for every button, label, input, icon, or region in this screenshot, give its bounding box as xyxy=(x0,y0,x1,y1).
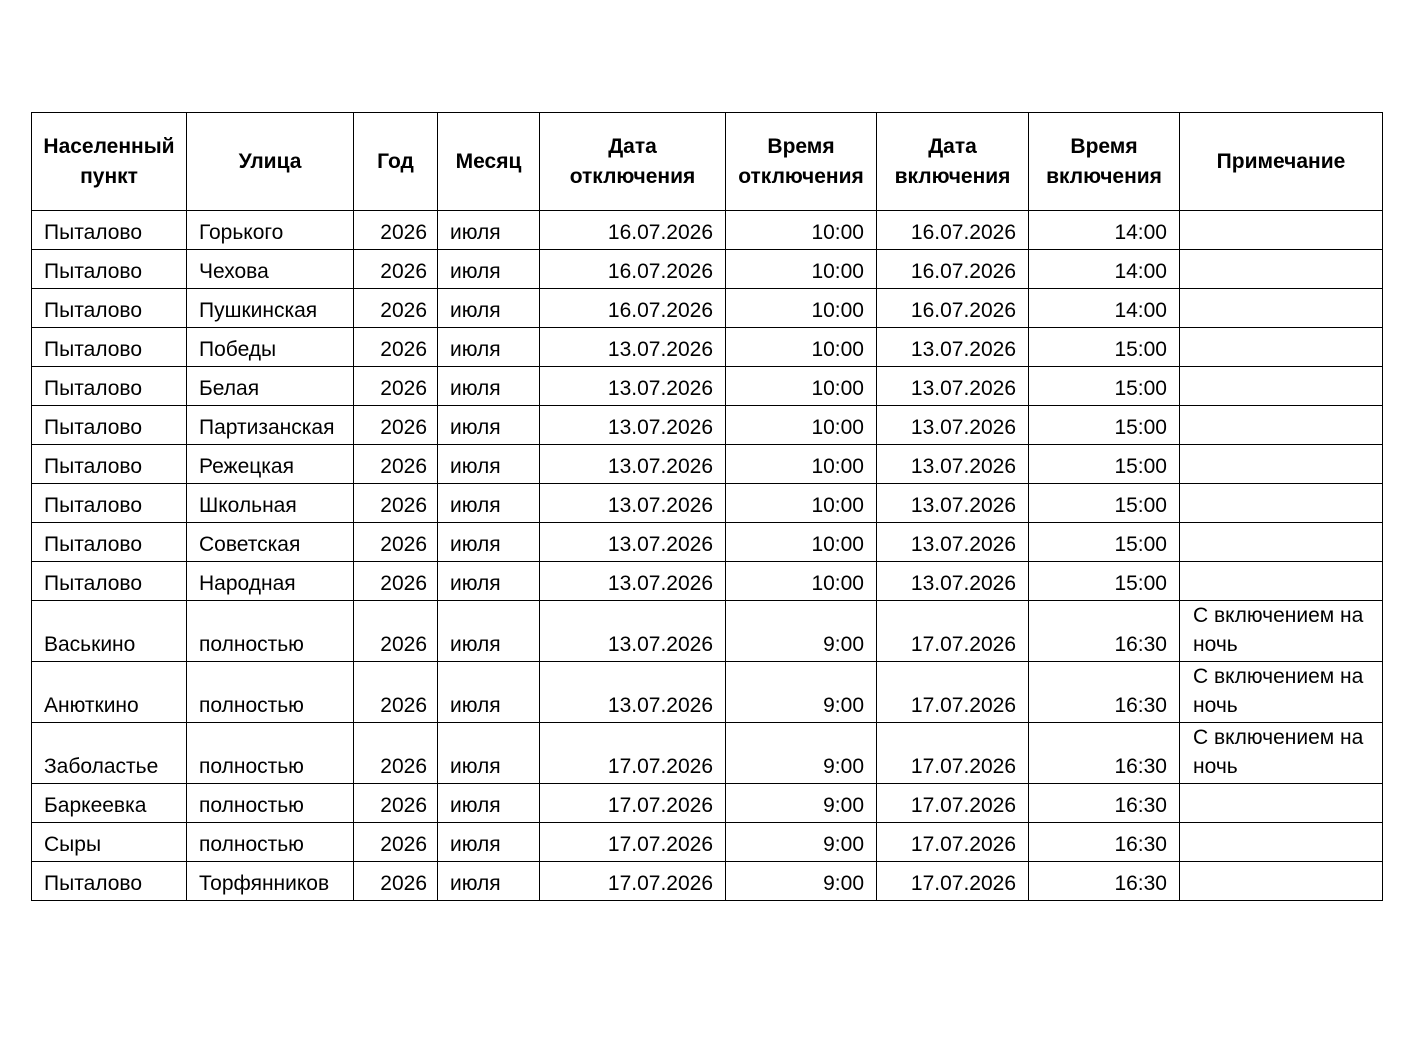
cell-year: 2026 xyxy=(354,367,438,406)
table-row xyxy=(32,367,1383,406)
table-row xyxy=(32,784,1383,823)
cell-off-time: 10:00 xyxy=(726,562,877,601)
cell-off-time: 10:00 xyxy=(726,406,877,445)
table-row xyxy=(32,862,1383,901)
cell-off-time: 9:00 xyxy=(726,784,877,823)
cell-year: 2026 xyxy=(354,562,438,601)
cell-note xyxy=(1180,406,1383,445)
cell-note xyxy=(1180,484,1383,523)
cell-year: 2026 xyxy=(354,662,438,723)
cell-note xyxy=(1180,823,1383,862)
cell-on-date: 13.07.2026 xyxy=(877,484,1029,523)
table-row xyxy=(32,211,1383,250)
cell-off-time: 10:00 xyxy=(726,250,877,289)
cell-note: С включением на ночь xyxy=(1180,662,1383,723)
table-row xyxy=(32,823,1383,862)
cell-settlement: Пыталово xyxy=(32,445,187,484)
cell-year: 2026 xyxy=(354,211,438,250)
table-body xyxy=(32,211,1383,901)
cell-year: 2026 xyxy=(354,823,438,862)
cell-month: июля xyxy=(438,328,540,367)
cell-settlement: Пыталово xyxy=(32,484,187,523)
cell-settlement: Пыталово xyxy=(32,289,187,328)
cell-year: 2026 xyxy=(354,601,438,662)
cell-street: полностью xyxy=(187,723,354,784)
cell-month: июля xyxy=(438,784,540,823)
cell-month: июля xyxy=(438,484,540,523)
cell-year: 2026 xyxy=(354,250,438,289)
cell-on-date: 17.07.2026 xyxy=(877,723,1029,784)
cell-settlement: Сыры xyxy=(32,823,187,862)
cell-settlement: Пыталово xyxy=(32,250,187,289)
outage-schedule-table xyxy=(31,112,1383,901)
cell-off-time: 9:00 xyxy=(726,862,877,901)
cell-year: 2026 xyxy=(354,784,438,823)
cell-on-time: 14:00 xyxy=(1029,211,1180,250)
cell-year: 2026 xyxy=(354,289,438,328)
table-row xyxy=(32,523,1383,562)
cell-on-date: 13.07.2026 xyxy=(877,406,1029,445)
cell-month: июля xyxy=(438,601,540,662)
cell-off-date: 17.07.2026 xyxy=(540,823,726,862)
cell-year: 2026 xyxy=(354,723,438,784)
cell-off-date: 16.07.2026 xyxy=(540,211,726,250)
header-month: Месяц xyxy=(438,113,540,211)
table-row xyxy=(32,328,1383,367)
cell-year: 2026 xyxy=(354,445,438,484)
header-off-date: Дата отключения xyxy=(540,113,726,211)
cell-off-time: 9:00 xyxy=(726,601,877,662)
cell-off-date: 17.07.2026 xyxy=(540,862,726,901)
cell-settlement: Пыталово xyxy=(32,211,187,250)
cell-month: июля xyxy=(438,523,540,562)
cell-note xyxy=(1180,523,1383,562)
cell-street: Народная xyxy=(187,562,354,601)
cell-month: июля xyxy=(438,445,540,484)
cell-off-time: 10:00 xyxy=(726,484,877,523)
table-row xyxy=(32,484,1383,523)
cell-off-date: 13.07.2026 xyxy=(540,406,726,445)
cell-street: Торфянников xyxy=(187,862,354,901)
cell-month: июля xyxy=(438,862,540,901)
cell-off-time: 10:00 xyxy=(726,289,877,328)
cell-on-time: 16:30 xyxy=(1029,823,1180,862)
cell-street: полностью xyxy=(187,601,354,662)
cell-settlement: Пыталово xyxy=(32,328,187,367)
cell-month: июля xyxy=(438,662,540,723)
cell-settlement: Заболастье xyxy=(32,723,187,784)
cell-on-time: 15:00 xyxy=(1029,367,1180,406)
cell-on-time: 16:30 xyxy=(1029,862,1180,901)
cell-note xyxy=(1180,211,1383,250)
cell-settlement: Пыталово xyxy=(32,367,187,406)
header-settlement: Населенный пункт xyxy=(32,113,187,211)
cell-on-date: 17.07.2026 xyxy=(877,662,1029,723)
cell-on-time: 15:00 xyxy=(1029,523,1180,562)
cell-on-time: 15:00 xyxy=(1029,562,1180,601)
table-header-row xyxy=(32,113,1383,211)
cell-note: С включением на ночь xyxy=(1180,723,1383,784)
cell-street: Школьная xyxy=(187,484,354,523)
cell-note xyxy=(1180,784,1383,823)
cell-on-time: 15:00 xyxy=(1029,445,1180,484)
cell-off-time: 10:00 xyxy=(726,328,877,367)
cell-on-date: 16.07.2026 xyxy=(877,250,1029,289)
cell-note xyxy=(1180,250,1383,289)
cell-settlement: Пыталово xyxy=(32,562,187,601)
cell-off-time: 9:00 xyxy=(726,723,877,784)
cell-off-time: 10:00 xyxy=(726,211,877,250)
cell-street: полностью xyxy=(187,662,354,723)
header-off-time: Время отключения xyxy=(726,113,877,211)
table-row xyxy=(32,562,1383,601)
cell-off-date: 13.07.2026 xyxy=(540,484,726,523)
cell-note xyxy=(1180,445,1383,484)
header-street: Улица xyxy=(187,113,354,211)
cell-on-date: 13.07.2026 xyxy=(877,445,1029,484)
cell-month: июля xyxy=(438,562,540,601)
cell-month: июля xyxy=(438,367,540,406)
cell-off-date: 13.07.2026 xyxy=(540,562,726,601)
cell-off-date: 16.07.2026 xyxy=(540,289,726,328)
cell-note xyxy=(1180,562,1383,601)
cell-month: июля xyxy=(438,211,540,250)
cell-off-date: 13.07.2026 xyxy=(540,367,726,406)
cell-on-date: 17.07.2026 xyxy=(877,862,1029,901)
cell-off-time: 9:00 xyxy=(726,823,877,862)
cell-year: 2026 xyxy=(354,862,438,901)
table-row xyxy=(32,662,1383,723)
cell-settlement: Васькино xyxy=(32,601,187,662)
table-row xyxy=(32,723,1383,784)
cell-month: июля xyxy=(438,723,540,784)
cell-note xyxy=(1180,367,1383,406)
cell-off-time: 10:00 xyxy=(726,523,877,562)
cell-year: 2026 xyxy=(354,406,438,445)
cell-street: Советская xyxy=(187,523,354,562)
cell-street: Горького xyxy=(187,211,354,250)
cell-month: июля xyxy=(438,289,540,328)
cell-on-time: 14:00 xyxy=(1029,289,1180,328)
cell-street: Белая xyxy=(187,367,354,406)
cell-settlement: Баркеевка xyxy=(32,784,187,823)
cell-on-time: 16:30 xyxy=(1029,723,1180,784)
cell-year: 2026 xyxy=(354,523,438,562)
cell-settlement: Пыталово xyxy=(32,523,187,562)
cell-on-time: 15:00 xyxy=(1029,484,1180,523)
cell-on-date: 17.07.2026 xyxy=(877,784,1029,823)
cell-on-date: 17.07.2026 xyxy=(877,823,1029,862)
cell-on-time: 16:30 xyxy=(1029,662,1180,723)
cell-note: С включением на ночь xyxy=(1180,601,1383,662)
cell-street: Победы xyxy=(187,328,354,367)
cell-on-date: 16.07.2026 xyxy=(877,211,1029,250)
cell-on-time: 15:00 xyxy=(1029,328,1180,367)
table-row xyxy=(32,406,1383,445)
cell-on-time: 16:30 xyxy=(1029,784,1180,823)
table-row xyxy=(32,250,1383,289)
cell-street: Партизанская xyxy=(187,406,354,445)
cell-on-date: 13.07.2026 xyxy=(877,523,1029,562)
header-on-date: Дата включения xyxy=(877,113,1029,211)
cell-on-time: 15:00 xyxy=(1029,406,1180,445)
table-row xyxy=(32,601,1383,662)
cell-month: июля xyxy=(438,406,540,445)
cell-month: июля xyxy=(438,823,540,862)
cell-year: 2026 xyxy=(354,484,438,523)
header-on-time: Время включения xyxy=(1029,113,1180,211)
cell-settlement: Пыталово xyxy=(32,406,187,445)
cell-on-date: 17.07.2026 xyxy=(877,601,1029,662)
cell-off-date: 13.07.2026 xyxy=(540,601,726,662)
cell-note xyxy=(1180,328,1383,367)
cell-off-date: 17.07.2026 xyxy=(540,784,726,823)
cell-settlement: Анюткино xyxy=(32,662,187,723)
header-year: Год xyxy=(354,113,438,211)
cell-street: полностью xyxy=(187,823,354,862)
cell-on-date: 13.07.2026 xyxy=(877,562,1029,601)
cell-off-date: 13.07.2026 xyxy=(540,523,726,562)
cell-street: Режецкая xyxy=(187,445,354,484)
cell-settlement: Пыталово xyxy=(32,862,187,901)
cell-off-date: 13.07.2026 xyxy=(540,662,726,723)
cell-street: Пушкинская xyxy=(187,289,354,328)
table-row xyxy=(32,289,1383,328)
cell-month: июля xyxy=(438,250,540,289)
cell-off-date: 16.07.2026 xyxy=(540,250,726,289)
cell-off-time: 10:00 xyxy=(726,367,877,406)
cell-off-date: 13.07.2026 xyxy=(540,328,726,367)
table-row xyxy=(32,445,1383,484)
cell-on-date: 13.07.2026 xyxy=(877,328,1029,367)
cell-street: Чехова xyxy=(187,250,354,289)
cell-on-time: 16:30 xyxy=(1029,601,1180,662)
cell-note xyxy=(1180,862,1383,901)
cell-off-time: 9:00 xyxy=(726,662,877,723)
cell-street: полностью xyxy=(187,784,354,823)
cell-on-date: 13.07.2026 xyxy=(877,367,1029,406)
cell-note xyxy=(1180,289,1383,328)
cell-on-time: 14:00 xyxy=(1029,250,1180,289)
cell-year: 2026 xyxy=(354,328,438,367)
header-note: Примечание xyxy=(1180,113,1383,211)
cell-off-time: 10:00 xyxy=(726,445,877,484)
cell-off-date: 17.07.2026 xyxy=(540,723,726,784)
cell-on-date: 16.07.2026 xyxy=(877,289,1029,328)
cell-off-date: 13.07.2026 xyxy=(540,445,726,484)
